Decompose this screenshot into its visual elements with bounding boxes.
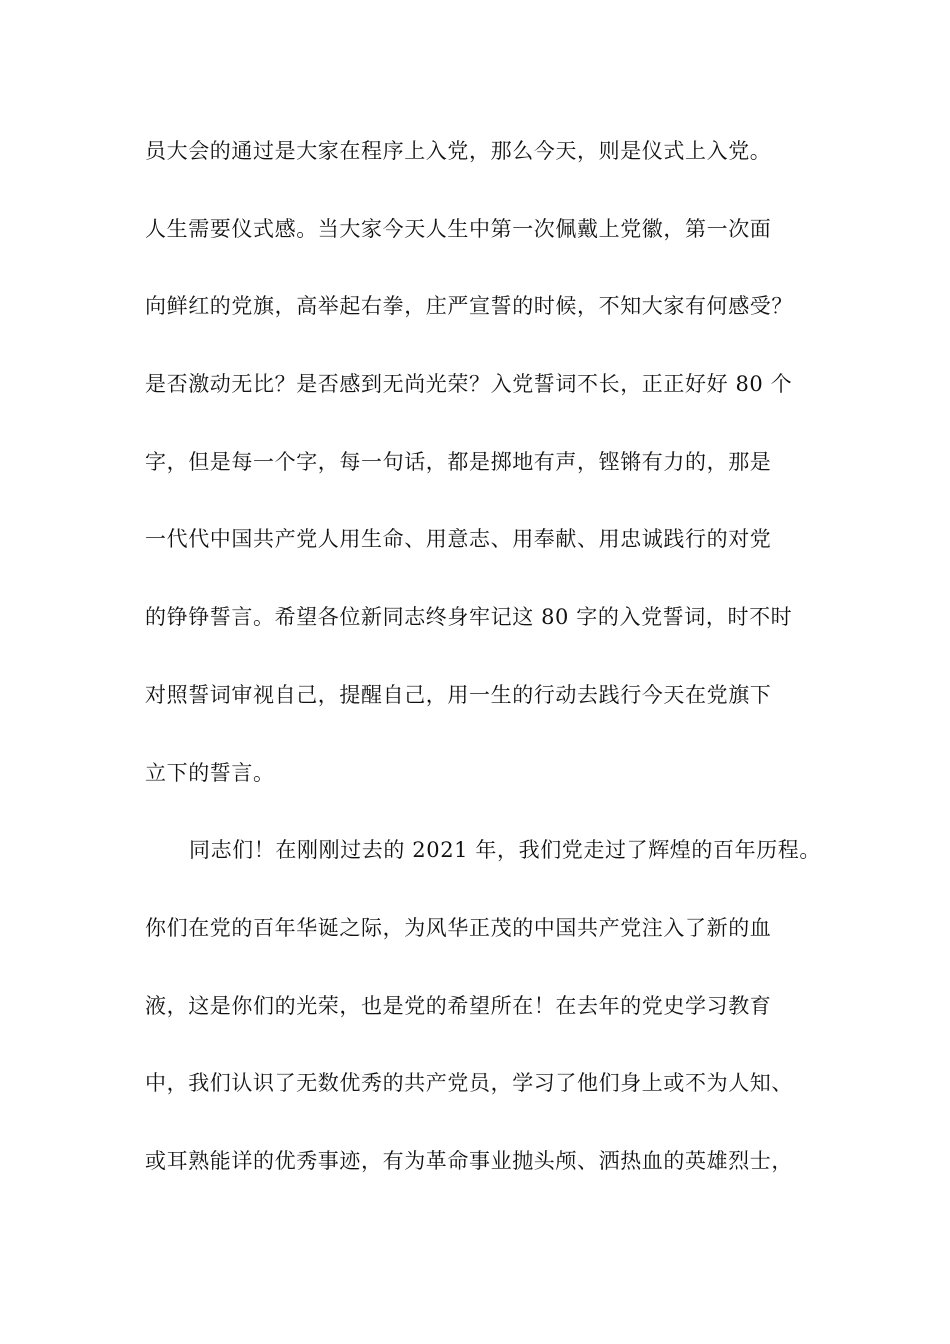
text-line: 同志们！在刚刚过去的 2021 年，我们党走过了辉煌的百年历程。	[189, 838, 821, 863]
text-line: 向鲜红的党旗，高举起右拳，庄严宣誓的时候，不知大家有何感受？	[145, 294, 793, 319]
text-line: 对照誓词审视自己，提醒自己，用一生的行动去践行今天在党旗下	[145, 682, 772, 707]
text-line: 中，我们认识了无数优秀的共产党员，学习了他们身上或不为人知、	[145, 1071, 793, 1096]
text-line: 的铮铮誓言。希望各位新同志终身牢记这 80 字的入党誓词，时不时	[145, 605, 793, 630]
text-line: 或耳熟能详的优秀事迹，有为革命事业抛头颅、洒热血的英雄烈士，	[145, 1148, 793, 1173]
text-line: 是否激动无比？是否感到无尚光荣？入党誓词不长，正正好好 80 个	[145, 372, 793, 397]
text-line: 液，这是你们的光荣，也是党的希望所在！在去年的党史学习教育	[145, 993, 772, 1018]
document-body	[145, 128, 825, 1216]
text-line: 一代代中国共产党人用生命、用意志、用奉献、用忠诚践行的对党	[145, 527, 772, 552]
text-line: 员大会的通过是大家在程序上入党，那么今天，则是仪式上入党。	[145, 139, 772, 163]
text-line: 人生需要仪式感。当大家今天人生中第一次佩戴上党徽，第一次面	[145, 216, 772, 241]
paragraph-2	[145, 827, 825, 1215]
paragraph-1	[145, 128, 825, 827]
text-line: 字，但是每一个字，每一句话，都是掷地有声，铿锵有力的，那是	[145, 449, 772, 474]
text-line: 立下的誓言。	[145, 760, 275, 785]
text-line: 你们在党的百年华诞之际，为风华正茂的中国共产党注入了新的血	[145, 915, 772, 940]
